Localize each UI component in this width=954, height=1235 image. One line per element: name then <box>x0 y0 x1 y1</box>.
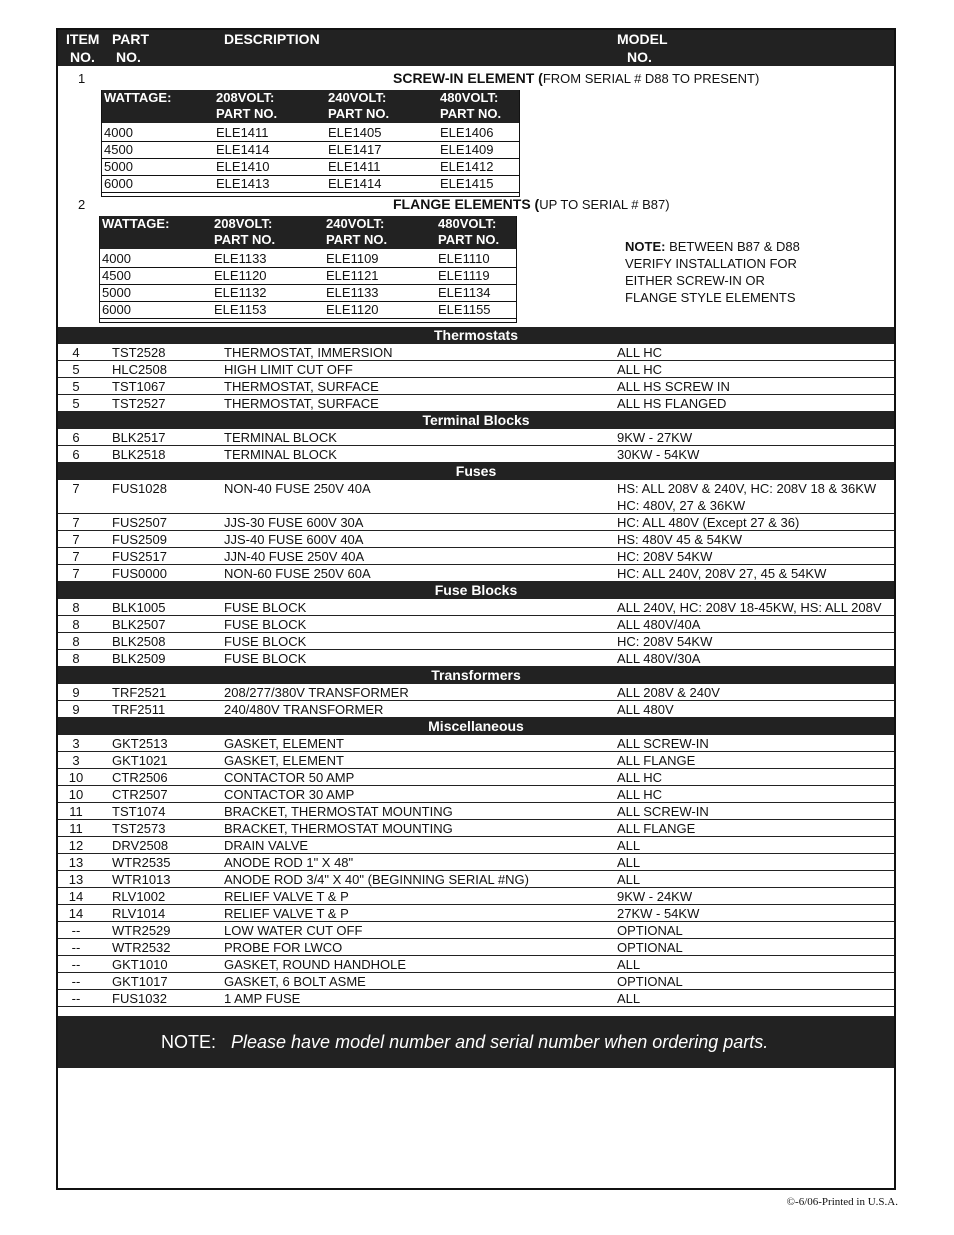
item-number: 5 <box>72 396 80 411</box>
element-table-column-header: PART NO. <box>438 232 500 247</box>
element-table-cell: ELE1412 <box>440 159 494 174</box>
description: LOW WATER CUT OFF <box>224 923 363 938</box>
element-table-column-header: 240VOLT: <box>328 90 387 105</box>
element-table-row <box>100 267 516 285</box>
description: GASKET, 6 BOLT ASME <box>224 974 366 989</box>
table-row <box>58 701 894 718</box>
table-row <box>58 888 894 905</box>
part-number: FUS1032 <box>112 991 167 1006</box>
table-row <box>58 990 894 1007</box>
flange-note-label: NOTE: <box>625 239 666 254</box>
element-table-column-header: 480VOLT: <box>440 90 499 105</box>
element-table-column-header: PART NO. <box>216 106 278 121</box>
part-number: RLV1014 <box>112 906 166 921</box>
element-table-cell: ELE1121 <box>326 268 379 283</box>
model-number: ALL SCREW-IN <box>617 804 709 819</box>
part-number: TST2528 <box>112 345 166 360</box>
description: THERMOSTAT, IMMERSION <box>224 345 393 360</box>
model-number: HC: 208V 54KW <box>617 549 713 564</box>
element-table-cell: ELE1411 <box>216 125 269 140</box>
section-header: Fuse Blocks <box>58 582 894 599</box>
element-table-cell: ELE1406 <box>440 125 494 140</box>
part-number: GKT1010 <box>112 957 168 972</box>
element-table-column-header: 240VOLT: <box>326 216 385 231</box>
element-table-row <box>100 284 516 302</box>
flange-element-table <box>99 216 517 323</box>
model-number: ALL 480V <box>617 702 674 717</box>
part-number: FUS2509 <box>112 532 167 547</box>
item-number: 10 <box>68 787 84 802</box>
element-table-cell: 6000 <box>104 176 133 191</box>
description: TERMINAL BLOCK <box>224 447 337 462</box>
description: TERMINAL BLOCK <box>224 430 337 445</box>
element-table-cell: ELE1413 <box>216 176 270 191</box>
part-number: WTR2532 <box>112 940 171 955</box>
table-row <box>58 446 894 463</box>
model-number: ALL <box>617 872 641 887</box>
element-table-cell: 4500 <box>104 142 133 157</box>
part-number: BLK2518 <box>112 447 166 462</box>
element-table-header <box>100 216 516 249</box>
item-number: -- <box>71 923 81 938</box>
item-number: 5 <box>72 379 80 394</box>
element-table-column-header: PART NO. <box>440 106 502 121</box>
item-number: 10 <box>68 770 84 785</box>
element-table-cell: 5000 <box>104 159 133 174</box>
section-header: Thermostats <box>58 327 894 344</box>
model-number: ALL <box>617 838 641 853</box>
model-number: 30KW - 54KW <box>617 447 700 462</box>
model-number: ALL HC <box>617 345 663 360</box>
element-table-cell: ELE1409 <box>440 142 494 157</box>
item-number: 13 <box>68 872 84 887</box>
part-number: TST2573 <box>112 821 166 836</box>
screw-in-title <box>393 70 759 86</box>
model-number: ALL HS SCREW IN <box>617 379 730 394</box>
item-number: 6 <box>72 430 80 445</box>
description: THERMOSTAT, SURFACE <box>224 379 379 394</box>
item-number: 6 <box>72 447 80 462</box>
table-row <box>58 684 894 701</box>
description: GASKET, ELEMENT <box>224 753 344 768</box>
table-row <box>58 531 894 548</box>
element-table-cell: ELE1414 <box>328 176 382 191</box>
table-row <box>58 871 894 888</box>
element-table-cell: 4000 <box>104 125 133 140</box>
table-row <box>58 650 894 667</box>
element-table-cell: ELE1417 <box>328 142 382 157</box>
item-number: -- <box>71 991 81 1006</box>
model-number: ALL FLANGE <box>617 753 696 768</box>
model-number: OPTIONAL <box>617 923 683 938</box>
part-number: TRF2511 <box>112 702 166 717</box>
header-item: ITEM <box>66 31 100 47</box>
table-row <box>58 514 894 531</box>
parts-list-frame <box>56 28 896 1190</box>
table-row <box>58 837 894 854</box>
part-number: TST1074 <box>112 804 166 819</box>
table-row <box>58 820 894 837</box>
section-header: Transformers <box>58 667 894 684</box>
element-table-cell: ELE1405 <box>328 125 382 140</box>
element-table-column-header: WATTAGE: <box>104 90 172 105</box>
model-number: OPTIONAL <box>617 974 683 989</box>
element-table-cell: ELE1133 <box>326 285 379 300</box>
item-number: 8 <box>72 617 80 632</box>
part-number: TST1067 <box>112 379 166 394</box>
element-table-cell: ELE1119 <box>438 268 490 283</box>
item-number: 14 <box>68 906 84 921</box>
header-item-no: NO. <box>70 49 95 65</box>
model-number: ALL HC <box>617 362 663 377</box>
table-row <box>58 548 894 565</box>
part-number: WTR2535 <box>112 855 171 870</box>
flange-item-number: 2 <box>78 197 86 212</box>
element-table-column-header: 480VOLT: <box>438 216 497 231</box>
part-number: HLC2508 <box>112 362 167 377</box>
item-number: 8 <box>72 634 80 649</box>
screw-in-title-rest: FROM SERIAL # D88 TO PRESENT) <box>542 71 760 86</box>
model-number: ALL 208V & 240V <box>617 685 720 700</box>
model-number: HS: ALL 208V & 240V, HC: 208V 18 & 36KW <box>617 481 877 496</box>
element-table-cell: 6000 <box>102 302 131 317</box>
part-number: CTR2506 <box>112 770 168 785</box>
table-row <box>58 752 894 769</box>
model-number: HC: ALL 480V (Except 27 & 36) <box>617 515 800 530</box>
model-number-continued: HC: 480V, 27 & 36KW <box>617 498 746 513</box>
part-number: GKT1021 <box>112 753 168 768</box>
element-table-column-header: PART NO. <box>214 232 276 247</box>
element-table-cell: ELE1109 <box>326 251 379 266</box>
model-number: ALL <box>617 855 641 870</box>
part-number: BLK2508 <box>112 634 166 649</box>
table-row <box>58 905 894 922</box>
table-row <box>58 956 894 973</box>
model-number: ALL 480V/40A <box>617 617 701 632</box>
part-number: GKT1017 <box>112 974 168 989</box>
table-header <box>58 30 894 66</box>
table-row <box>58 480 894 514</box>
table-row <box>58 803 894 820</box>
item-number: 9 <box>72 702 80 717</box>
header-part-no: NO. <box>116 49 141 65</box>
model-number: ALL 240V, HC: 208V 18-45KW, HS: ALL 208V <box>617 600 882 615</box>
item-number: 13 <box>68 855 84 870</box>
description: NON-60 FUSE 250V 60A <box>224 566 371 581</box>
table-row <box>58 616 894 633</box>
table-row <box>58 735 894 752</box>
description: FUSE BLOCK <box>224 651 307 666</box>
screw-in-element-table <box>101 90 520 197</box>
part-number: RLV1002 <box>112 889 166 904</box>
element-table-header <box>102 90 519 123</box>
element-table-cell: ELE1153 <box>214 302 267 317</box>
element-table-cell: ELE1155 <box>438 302 491 317</box>
model-number: HC: ALL 240V, 208V 27, 45 & 54KW <box>617 566 827 581</box>
element-table-column-header: WATTAGE: <box>102 216 170 231</box>
table-row <box>58 378 894 395</box>
item-number: 12 <box>68 838 84 853</box>
part-number: BLK2509 <box>112 651 166 666</box>
flange-note <box>625 238 800 306</box>
flange-title <box>393 196 670 212</box>
item-number: 7 <box>72 566 80 581</box>
description: GASKET, ELEMENT <box>224 736 344 751</box>
model-number: ALL FLANGE <box>617 821 696 836</box>
description: DRAIN VALVE <box>224 838 309 853</box>
part-number: BLK2507 <box>112 617 166 632</box>
element-table-cell: 4000 <box>102 251 131 266</box>
item-number: -- <box>71 974 81 989</box>
flange-note-line: FLANGE STYLE ELEMENTS <box>625 290 796 305</box>
item-number: 8 <box>72 651 80 666</box>
element-table-row <box>102 124 519 142</box>
item-number: 7 <box>72 515 80 530</box>
flange-note-line: VERIFY INSTALLATION FOR <box>625 256 797 271</box>
header-part: PART <box>112 31 150 47</box>
part-number: FUS1028 <box>112 481 167 496</box>
part-number: FUS0000 <box>112 566 167 581</box>
item-number: 3 <box>72 736 80 751</box>
item-number: 11 <box>69 804 83 819</box>
description: FUSE BLOCK <box>224 634 307 649</box>
element-table-row <box>100 250 516 268</box>
model-number: ALL HC <box>617 770 663 785</box>
model-number: HS: 480V 45 & 54KW <box>617 532 743 547</box>
description: CONTACTOR 30 AMP <box>224 787 355 802</box>
model-number: ALL SCREW-IN <box>617 736 709 751</box>
part-number: TST2527 <box>112 396 166 411</box>
table-row <box>58 395 894 412</box>
description: BRACKET, THERMOSTAT MOUNTING <box>224 804 453 819</box>
table-row <box>58 973 894 990</box>
screw-in-item-number: 1 <box>78 71 86 86</box>
element-table-cell: ELE1120 <box>326 302 379 317</box>
element-table-cell: ELE1410 <box>216 159 270 174</box>
header-model: MODEL <box>617 31 668 47</box>
item-number: 4 <box>72 345 80 360</box>
table-row <box>58 429 894 446</box>
part-number: FUS2517 <box>112 549 167 564</box>
element-table-row <box>102 141 519 159</box>
description: HIGH LIMIT CUT OFF <box>224 362 353 377</box>
section-header: Terminal Blocks <box>58 412 894 429</box>
model-number: ALL <box>617 991 641 1006</box>
flange-title-bold: FLANGE ELEMENTS ( <box>393 196 540 212</box>
flange-title-rest: UP TO SERIAL # B87) <box>539 197 670 212</box>
description: FUSE BLOCK <box>224 617 307 632</box>
description: JJN-40 FUSE 250V 40A <box>224 549 365 564</box>
model-number: 9KW - 27KW <box>617 430 693 445</box>
table-row <box>58 599 894 616</box>
description: FUSE BLOCK <box>224 600 307 615</box>
flange-note-line: BETWEEN B87 & D88 <box>665 239 800 254</box>
header-model-no: NO. <box>627 49 652 65</box>
element-table-column-header: PART NO. <box>326 232 388 247</box>
part-number: DRV2508 <box>112 838 169 853</box>
item-number: 11 <box>69 821 83 836</box>
element-table-cell: ELE1133 <box>214 251 267 266</box>
table-row <box>58 565 894 582</box>
element-table-cell: 4500 <box>102 268 131 283</box>
table-row <box>58 786 894 803</box>
section-header: Fuses <box>58 463 894 480</box>
model-number: ALL HC <box>617 787 663 802</box>
element-table-column-header: 208VOLT: <box>214 216 273 231</box>
model-number: ALL <box>617 957 641 972</box>
part-number: BLK1005 <box>112 600 166 615</box>
table-row <box>58 769 894 786</box>
part-number: TRF2521 <box>112 685 167 700</box>
element-table-row <box>102 175 519 193</box>
note-label: NOTE: <box>161 1032 217 1052</box>
item-number: 7 <box>72 549 80 564</box>
item-number: 8 <box>72 600 80 615</box>
element-table-cell: ELE1110 <box>438 251 490 266</box>
item-number: 3 <box>72 753 80 768</box>
part-number: CTR2507 <box>112 787 168 802</box>
element-table-cell: ELE1411 <box>328 159 381 174</box>
element-table-cell: ELE1132 <box>214 285 267 300</box>
part-number: GKT2513 <box>112 736 168 751</box>
description: NON-40 FUSE 250V 40A <box>224 481 371 496</box>
element-table-cell: ELE1414 <box>216 142 270 157</box>
table-row <box>58 361 894 378</box>
item-number: 7 <box>72 532 80 547</box>
model-number: 9KW - 24KW <box>617 889 693 904</box>
model-number: OPTIONAL <box>617 940 683 955</box>
description: JJS-30 FUSE 600V 30A <box>224 515 364 530</box>
element-table-row <box>100 301 516 319</box>
description: BRACKET, THERMOSTAT MOUNTING <box>224 821 453 836</box>
description: JJS-40 FUSE 600V 40A <box>224 532 364 547</box>
note-text: Please have model number and serial number when ordering parts. <box>231 1032 769 1052</box>
part-number: WTR1013 <box>112 872 171 887</box>
description: 240/480V TRANSFORMER <box>224 702 384 717</box>
description: 1 AMP FUSE <box>224 991 301 1006</box>
table-row <box>58 939 894 956</box>
screw-in-title-bold: SCREW-IN ELEMENT ( <box>393 70 543 86</box>
element-table-cell: ELE1134 <box>438 285 491 300</box>
part-number: FUS2507 <box>112 515 167 530</box>
description: ANODE ROD 3/4" X 40" (BEGINNING SERIAL #NG) <box>224 872 529 887</box>
description: 208/277/380V TRANSFORMER <box>224 685 409 700</box>
element-table-column-header: 208VOLT: <box>216 90 275 105</box>
model-number: HC: 208V 54KW <box>617 634 713 649</box>
model-number: ALL HS FLANGED <box>617 396 727 411</box>
table-row <box>58 854 894 871</box>
item-number: -- <box>71 940 81 955</box>
element-table-cell: ELE1415 <box>440 176 494 191</box>
header-description: DESCRIPTION <box>224 31 320 47</box>
ordering-note <box>58 1016 894 1068</box>
table-row <box>58 344 894 361</box>
part-number: BLK2517 <box>112 430 166 445</box>
description: RELIEF VALVE T & P <box>224 889 349 904</box>
description: GASKET, ROUND HANDHOLE <box>224 957 407 972</box>
description: RELIEF VALVE T & P <box>224 906 349 921</box>
table-row <box>58 633 894 650</box>
description: THERMOSTAT, SURFACE <box>224 396 379 411</box>
model-number: 27KW - 54KW <box>617 906 700 921</box>
description: ANODE ROD 1" X 48" <box>224 855 354 870</box>
flange-note-line: EITHER SCREW-IN OR <box>625 273 765 288</box>
description: PROBE FOR LWCO <box>224 940 343 955</box>
table-row <box>58 922 894 939</box>
description: CONTACTOR 50 AMP <box>224 770 355 785</box>
element-table-column-header: PART NO. <box>328 106 390 121</box>
part-number: WTR2529 <box>112 923 171 938</box>
item-number: -- <box>71 957 81 972</box>
item-number: 9 <box>72 685 80 700</box>
element-table-cell: 5000 <box>102 285 131 300</box>
element-table-cell: ELE1120 <box>214 268 267 283</box>
section-header: Miscellaneous <box>58 718 894 735</box>
element-table-row <box>102 158 519 176</box>
item-number: 5 <box>72 362 80 377</box>
item-number: 7 <box>72 481 80 496</box>
item-number: 14 <box>68 889 84 904</box>
model-number: ALL 480V/30A <box>617 651 701 666</box>
print-footer: ©-6/06-Printed in U.S.A. <box>786 1196 898 1208</box>
